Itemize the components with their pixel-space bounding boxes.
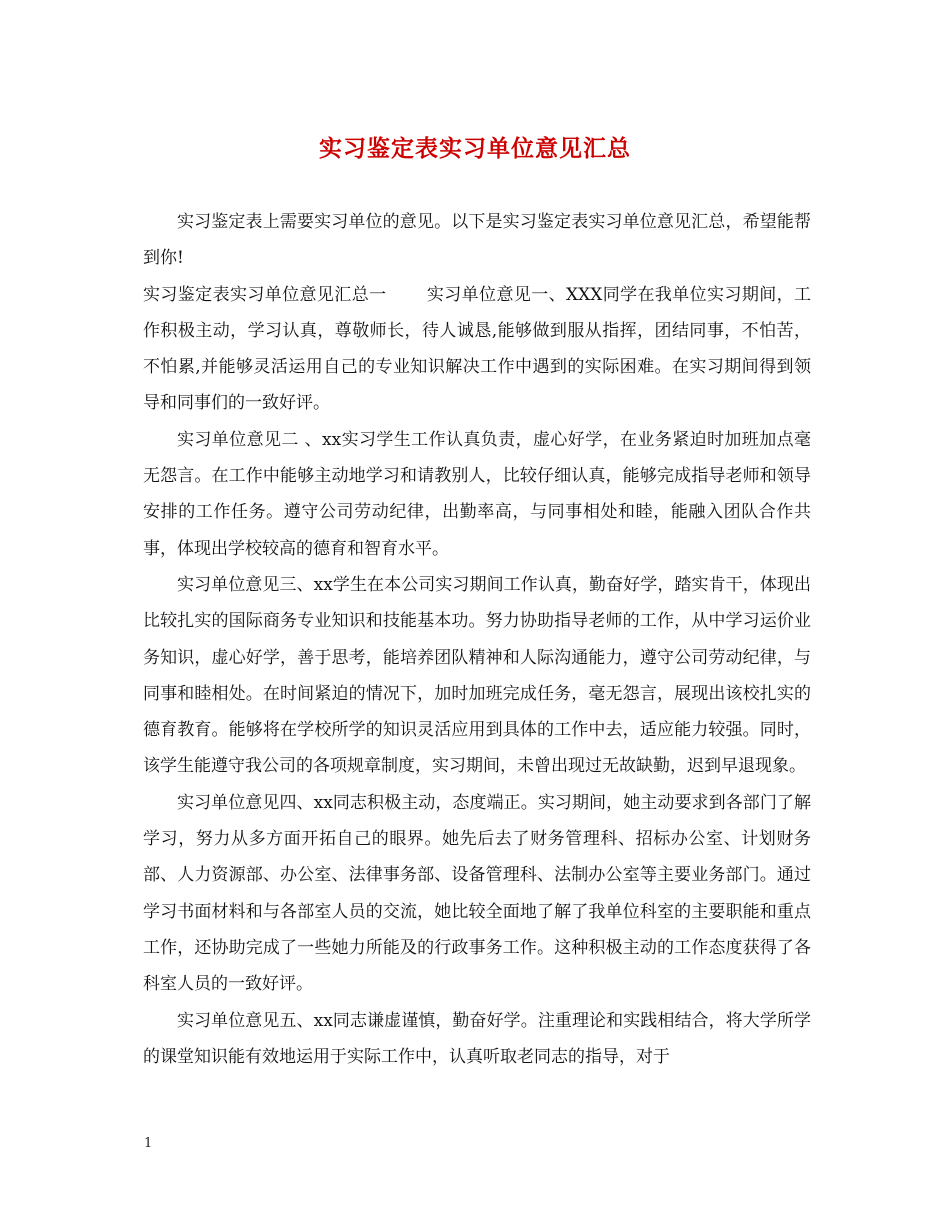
opinion-three-paragraph: 实习单位意见三、xx学生在本公司实习期间工作认真，勤奋好学，踏实肯干，体现出比较扎实的国际商务专业知识和技能基本功。努力协助指导老师的工作，从中学习运价业务知识，虚心好学，善于思考，能培养团队精神和人际沟通能力，遵守公司劳动纪律，与同事和睦相处。在时间紧迫的情况下，加时加班完成任务，毫无怨言，展现出该校扎实的德育教育。能够将在学校所学的知识灵活应用到具体的工作中去，适应能力较强。同时，该学生能遵守我公司的各项规章制度，实习期间，未曾出现过无故缺勤，迟到早退现象。 — [143, 574, 811, 777]
opinion-one-paragraph — [143, 277, 811, 422]
opinion-one-text: 实习单位意见一、XXX同学在我单位实习期间，工作积极主动，学习认真，尊敬师长，待人诚恳,能够做到服从指挥，团结同事，不怕苦，不怕累,并能够灵活运用自己的专业知识解决工作中遇到的实际困难。在实习期间得到领导和同事们的一致好评。 — [143, 284, 812, 414]
opinion-four-paragraph: 实习单位意见四、xx同志积极主动，态度端正。实习期间，她主动要求到各部门了解学习，努力从多方面开拓自己的眼界。她先后去了财务管理科、招标办公室、计划财务部、人力资源部、办公室、法律事务部、设备管理科、法制办公室等主要业务部门。通过学习书面材料和与各部室人员的交流，她比较全面地了解了我单位科室的主要职能和重点工作，还协助完成了一些她力所能及的行政事务工作。这种积极主动的工作态度获得了各科室人员的一致好评。 — [143, 792, 811, 995]
section-heading: 实习鉴定表实习单位意见汇总一 — [143, 284, 387, 305]
document-title: 实习鉴定表实习单位意见汇总 — [319, 135, 631, 162]
opinion-two-paragraph: 实习单位意见二 、xx实习学生工作认真负责，虚心好学，在业务紧迫时加班加点毫无怨言。在工作中能够主动地学习和请教别人，比较仔细认真，能够完成指导老师和领导安排的工作任务。遵守公司劳动纪律，出勤率高，与同事相处和睦，能融入团队合作共事，体现出学校较高的德育和智育水平。 — [143, 429, 811, 559]
opinion-five-paragraph: 实习单位意见五、xx同志谦虚谨慎，勤奋好学。注重理论和实践相结合，将大学所学的课堂知识能有效地运用于实际工作中，认真听取老同志的指导，对于 — [143, 1010, 811, 1067]
document-body — [143, 204, 811, 1075]
intro-paragraph: 实习鉴定表上需要实习单位的意见。以下是实习鉴定表实习单位意见汇总，希望能帮到你! — [143, 212, 811, 269]
page-number: 1 — [144, 1136, 153, 1151]
